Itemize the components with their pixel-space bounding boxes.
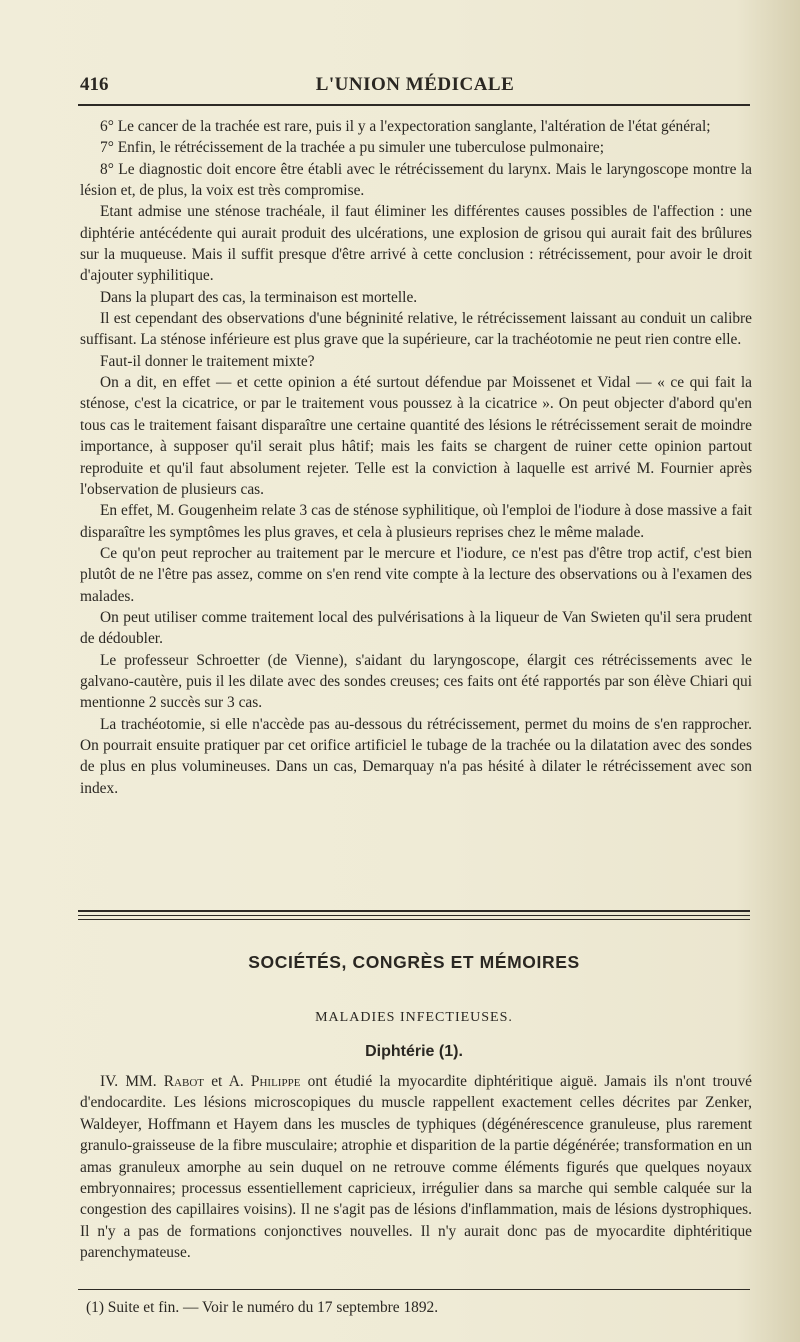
paragraph: Dans la plupart des cas, la terminaison est mortelle. [100, 288, 418, 306]
author-name: Philippe [250, 1073, 301, 1090]
header-rule [78, 104, 750, 106]
section-divider [78, 910, 750, 920]
paragraph: 8° Le diagnostic doit encore être établi avec le rétrécissement du larynx. Mais le laryngoscope montre la lésion et, de plus, la voix est très compromise. [80, 160, 752, 200]
paragraph: On a dit, en effet — et cette opinion a été surtout défendue par Moissenet et Vidal — « ce qui fait la sténose, c'est la cicatrice, or par le traitement vous poussez à la cicatrice ». On peut objecter d'abord qu'en tous cas le traitement faisant disparaître une certaine quantité des lésions le rétrécissement serait de moindre importance, à supposer qu'il serait plus hâtif; mais les faits se chargent de ruiner cette opinion partout reproduite et qu'il faut absolument rejeter. Telle est la conviction à laquelle est arrivé M. Fournier après l'observation de plusieurs cas. [80, 374, 752, 498]
paragraph: Ce qu'on peut reprocher au traitement par le mercure et l'iodure, ce n'est pas d'être trop actif, c'est bien plutôt de ne l'être pas assez, comme on s'en rend vite compte à la lecture des observations ou à l'examen des malades. [80, 544, 752, 605]
author-name: Rabot [163, 1073, 204, 1090]
article-body: ont étudié la myocardite diphtéritique aiguë. Jamais ils n'ont trouvé d'endocardite. Les lésions microscopiques du muscle rappellent exactement celles décrites par Zenker, Waldeyer, Hoffmann et Hayem dans les muscles de typhiques (dégénérescence granuleuse, plus rarement granulo-graisseuse de la fibre musculaire; atrophie et disparition de la partie dégénérée; transformation en un amas granuleux amorphe au sein duquel on ne retrouve comme éléments figurés que quelques noyaux embryonnaires; processus essentiellement capricieux, irrégulier dans sa marche qui semble calquée sur la congestion des capillaires voisins). Il ne s'agit pas de lésions d'inflammation, mais de lésions dystrophiques. Il n'y a pas de formations conjonctives nouvelles. Il n'y aurait donc pas de myocardite diphtéritique parenchymateuse. [80, 1073, 753, 1262]
footnote: (1) Suite et fin. — Voir le numéro du 17 septembre 1892. [86, 1299, 439, 1316]
paragraph: On peut utiliser comme traitement local des pulvérisations à la liqueur de Van Swieten qu'il sera prudent de dédoubler. [80, 608, 752, 648]
paragraph: Faut-il donner le traitement mixte? [100, 352, 315, 370]
article-text [80, 1071, 752, 1264]
article-title: Diphtérie (1). [365, 1043, 463, 1060]
page-header [80, 70, 750, 100]
section-title: SOCIÉTÉS, CONGRÈS ET MÉMOIRES [248, 952, 580, 972]
paragraph: Il est cependant des observations d'une bégninité relative, le rétrécissement laissant au conduit un calibre suffisant. La sténose inférieure est plus grave que la supérieure, car la trachéotomie ne peut rien contre elle. [80, 310, 752, 349]
article-numeral: IV. MM. [100, 1073, 164, 1090]
paragraph: 7° Enfin, le rétrécissement de la trachée a pu simuler une tuberculose pulmonaire; [100, 139, 605, 157]
article-paragraph [80, 1071, 752, 1264]
journal-title: L'UNION MÉDICALE [315, 74, 515, 95]
article-conjunction: et A. [204, 1073, 251, 1090]
paragraph: 6° Le cancer de la trachée est rare, puis il y a l'expectoration sanglante, l'altération de l'état général; [100, 118, 711, 135]
paragraph: Le professeur Schroetter (de Vienne), s'aidant du laryngoscope, élargit ces rétrécissements avec le galvano-cautère, puis il les dilate avec des sondes creuses; ces faits ont été rapportés par son élève Chiari qui mentionne 2 succès sur 3 cas. [80, 651, 752, 712]
footnote-rule [78, 1289, 750, 1290]
page-number: 416 [80, 74, 109, 95]
paragraph: Etant admise une sténose trachéale, il faut éliminer les différentes causes possibles de l'affection : une diphtérie antécédente qui aurait produit des ulcérations, une explosion de grisou qui aurait fait des brûlures sur la muqueuse. Mais il suffit presque d'être arrivé à cette conclusion : rétrécissement, pour avoir le droit d'ajouter syphilitique. [80, 203, 752, 285]
body-text [80, 116, 752, 799]
paragraph: La trachéotomie, si elle n'accède pas au-dessous du rétrécissement, permet du moins de s'en rapprocher. On pourrait ensuite pratiquer par cet orifice artificiel le tubage de la trachée ou la dilatation avec des sondes de plus en plus volumineuses. Dans un cas, Demarquay n'a pas hésité à dilater le rétrécissement avec son index. [80, 715, 752, 797]
paragraph: En effet, M. Gougenheim relate 3 cas de sténose syphilitique, où l'emploi de l'iodure à dose massive a fait disparaître les symptômes les plus graves, et cela à plusieurs reprises chez le même malade. [80, 502, 752, 541]
section-subtitle: MALADIES INFECTIEUSES. [315, 1010, 513, 1025]
